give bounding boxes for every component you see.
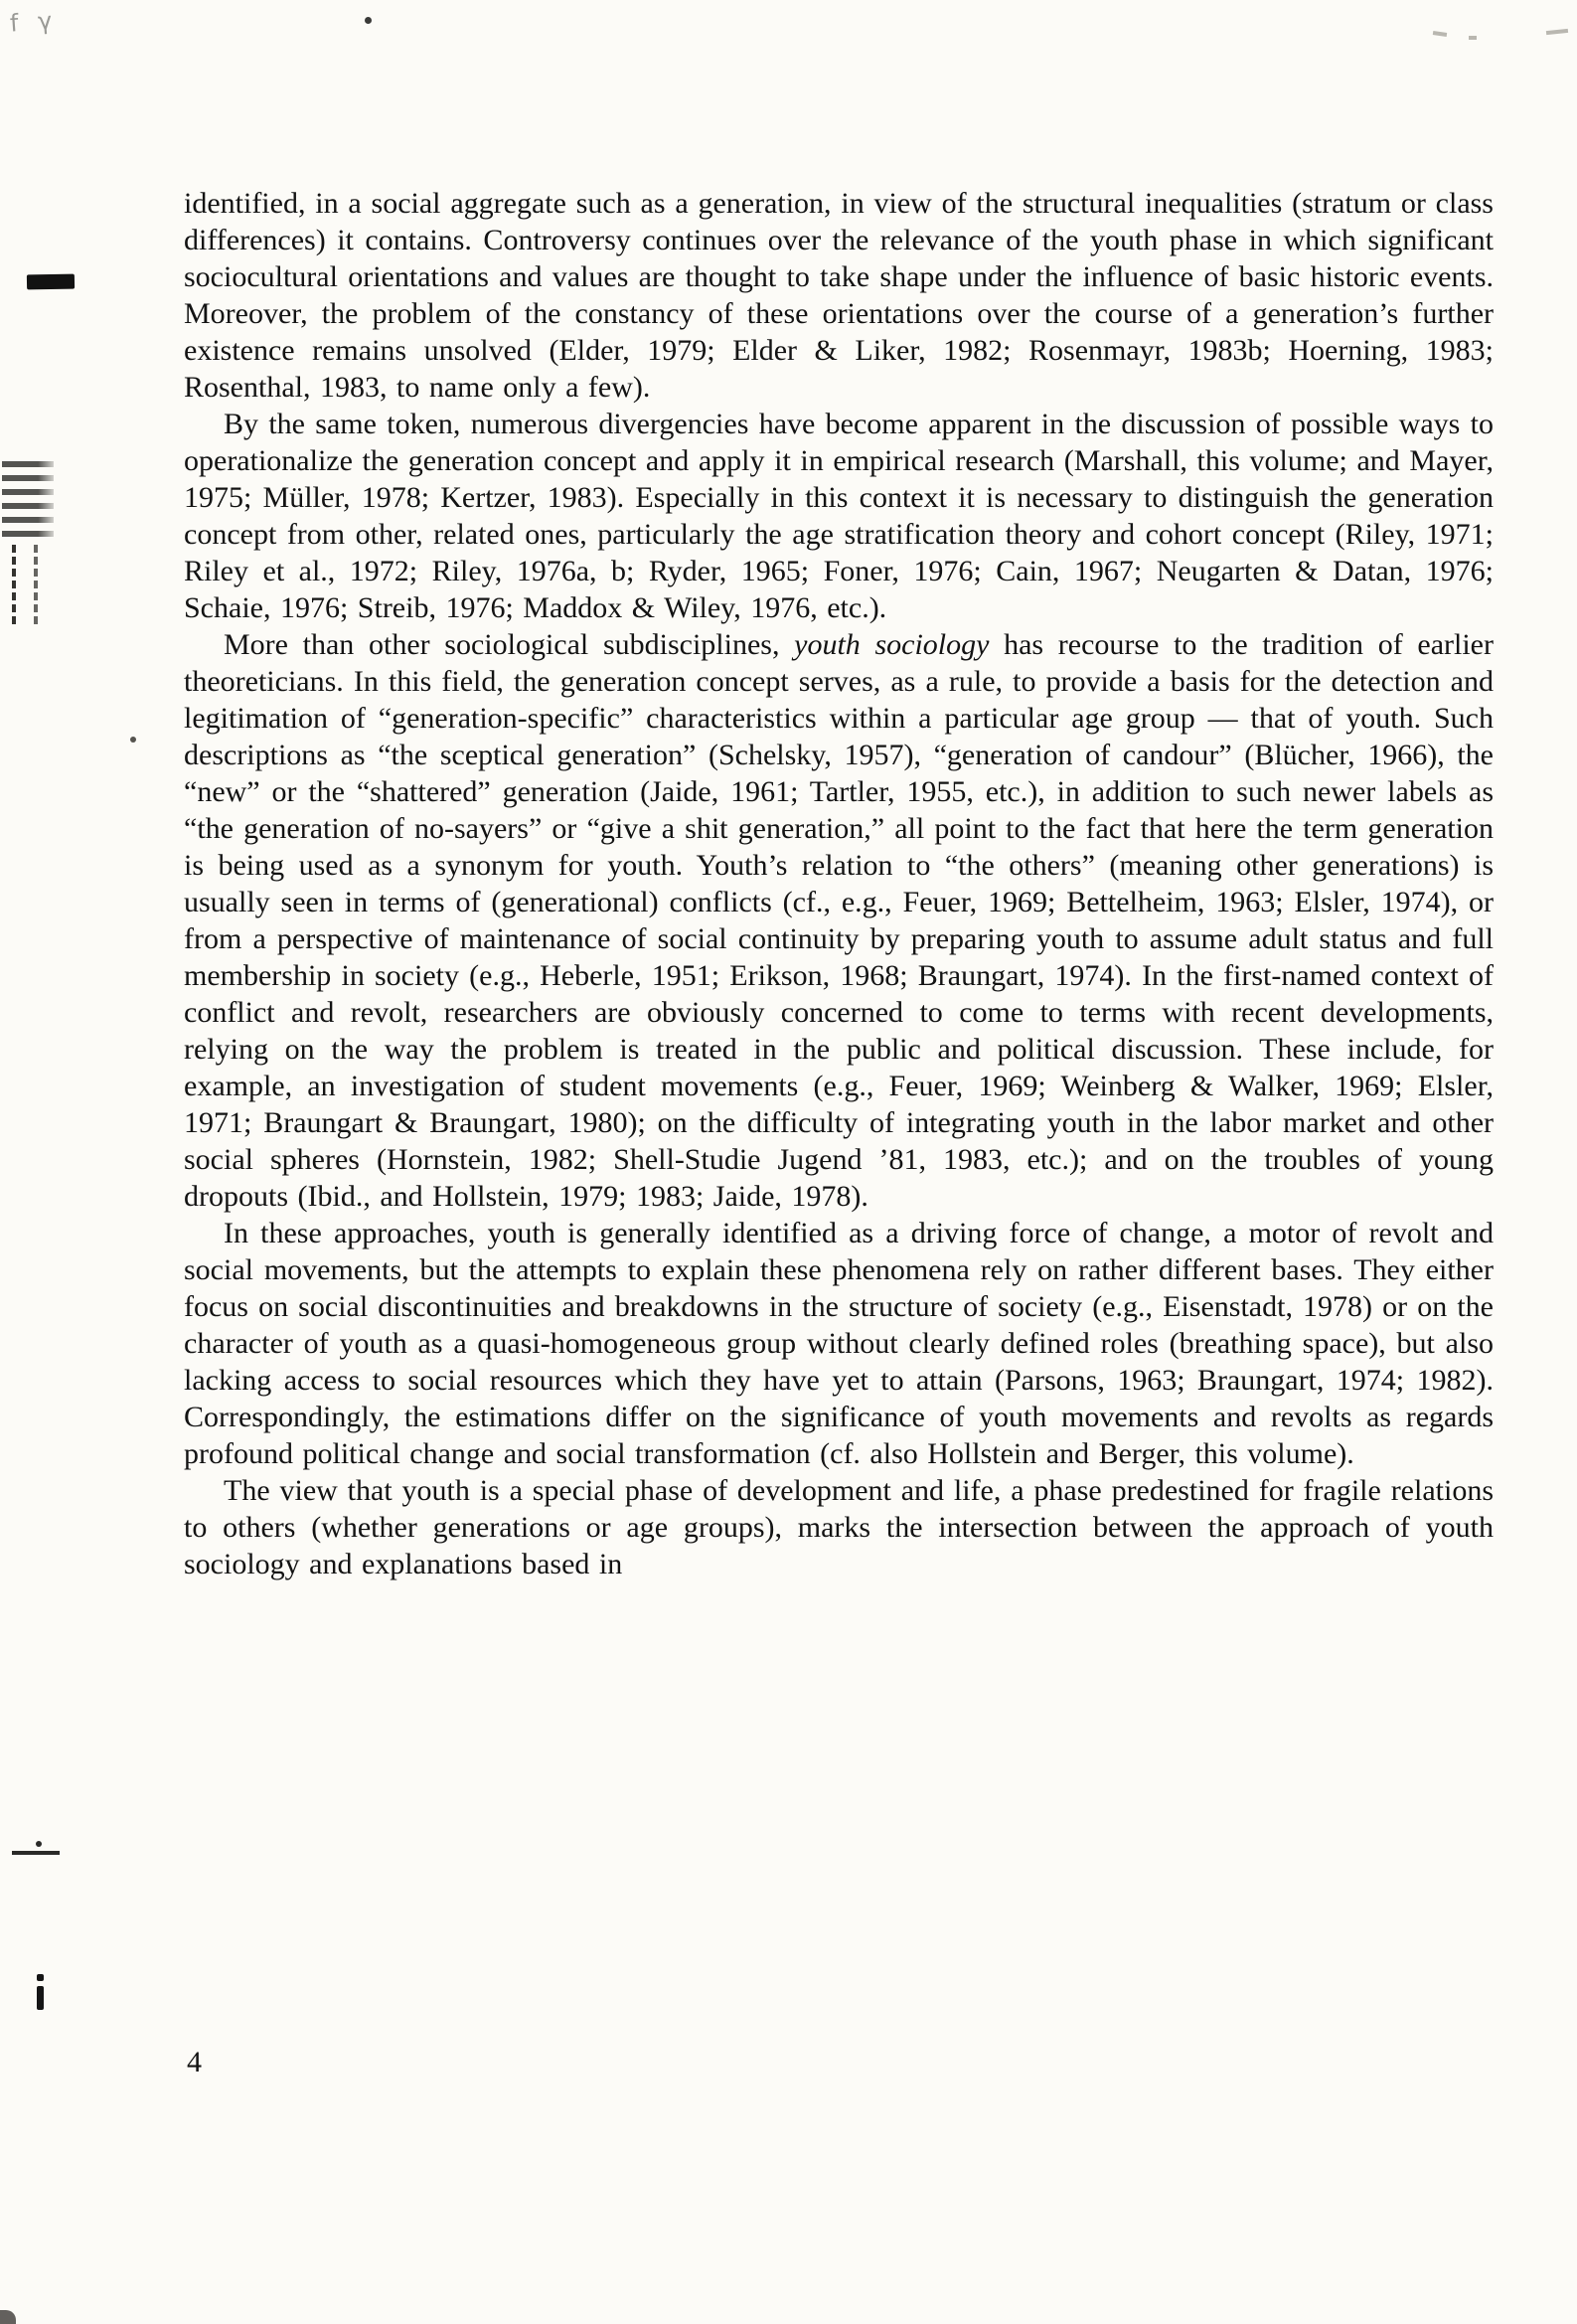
margin-tick-mark <box>36 1974 45 2010</box>
text-segment: has recourse to the tradition of earlier theoreticians. In this field, the generation concept serves, as a rule, to provide a basis for the detection and legitimation of “generation-specific” characteristics within a particular age group — that of youth. Such descriptions as “the sceptical generation” (Schelsky, 1957), “generation of candour” (Blücher, 1966), the “new” or the “shattered” generation (Jaide, 1961; Tartler, 1955, etc.), in addition to such newer labels as “the generation of no-sayers” or “give a shit generation,” all point to the fact that here the term generation is being used as a synonym for youth. Youth’s relation to “the others” (meaning other generations) is usually seen in terms of (generational) conflicts (cf., e.g., Feuer, 1969; Bettelheim, 1963; Elsler, 1974), or from a perspective of maintenance of social continuity by preparing youth to assume adult status and full membership in society (e.g., Heberle, 1951; Erikson, 1968; Braungart, 1974). In the first-named context of conflict and revolt, researchers are obviously concerned to come to terms with recent developments, relying on the way the problem is treated in the public and political discussion. These include, for example, an investigation of student movements (e.g., Feuer, 1969; Weinberg & Walker, 1969; Elsler, 1971; Braungart & Braungart, 1980); on the difficulty of integrating youth in the labor market and other social spheres (Hornstein, 1982; Shell-Studie Jugend ’81, 1983, etc.); and on the troubles of young dropouts (Ibid., and Hollstein, 1979; 1983; Jaide, 1978). <box>184 628 1494 1213</box>
body-paragraph <box>184 185 1494 406</box>
text-segment: identified, in a social aggregate such as a generation, in view of the structural inequalities (stratum or class differences) it contains. Controversy continues over the relevance of the youth phase in which significant sociocultural orientations and values are thought to take shape under the influence of basic historic events. Moreover, the problem of the constancy of these orientations over the course of a generation’s further existence remains unsolved (Elder, 1979; Elder & Liker, 1982; Rosenmayr, 1983b; Hoerning, 1983; Rosenthal, 1983, to name only a few). <box>184 187 1494 404</box>
italic-text: youth sociology <box>794 628 990 661</box>
margin-dash-dot-mark <box>12 1841 62 1857</box>
stamp-stripes <box>2 461 54 545</box>
pencil-note: f γ <box>9 6 60 38</box>
body-paragraph <box>184 626 1494 1215</box>
scan-corner-shadow <box>0 2310 16 2324</box>
scan-smudge <box>1433 31 1447 37</box>
ink-speck <box>130 737 136 743</box>
dash-mark <box>12 1851 60 1855</box>
body-paragraph <box>184 1215 1494 1472</box>
text-segment: More than other sociological subdisciplines, <box>224 628 795 661</box>
body-paragraph <box>184 406 1494 626</box>
page-body <box>184 185 1494 1582</box>
text-segment: By the same token, numerous divergencies have become apparent in the discussion of possible ways to operationalize the generation concept and apply it in empirical research (Marshall, this volume; and Mayer, 1975; Müller, 1978; Kertzer, 1983). Especially in this context it is necessary to distinguish the generation concept from other, related ones, particularly the age stratification theory and cohort concept (Riley, 1971; Riley et al., 1972; Riley, 1976a, b; Ryder, 1965; Foner, 1976; Cain, 1967; Neugarten & Datan, 1976; Schaie, 1976; Streib, 1976; Maddox & Wiley, 1976, etc.). <box>184 408 1494 624</box>
text-segment: In these approaches, youth is generally identified as a driving force of change, a motor of revolt and social movements, but the attempts to explain these phenomena rely on rather different bases. They either focus on social discontinuities and breakdowns in the structure of society (e.g., Eisenstadt, 1978) or on the character of youth as a quasi-homogeneous group without clearly defined roles (breathing space), but also lacking access to social resources which they have yet to attain (Parsons, 1963; Braungart, 1974; 1982). Correspondingly, the estimations differ on the significance of youth movements and revolts as regards profound political change and social transformation (cf. also Hollstein and Berger, this volume). <box>184 1217 1494 1470</box>
dot-mark <box>36 1841 42 1847</box>
tick-stem <box>37 1986 44 2010</box>
margin-ink-bar <box>27 274 75 290</box>
stamp-dashed-line <box>12 545 16 624</box>
page-number: 4 <box>187 2046 202 2078</box>
tick-dot <box>37 1974 44 1981</box>
scan-smudge <box>1546 29 1568 35</box>
ink-speck <box>365 17 372 24</box>
text-segment: The view that youth is a special phase of development and life, a phase predestined for fragile relations to others (whether generations or age groups), marks the intersection between the approach of youth sociology and explanations based in <box>184 1474 1494 1580</box>
body-paragraph <box>184 1472 1494 1582</box>
margin-stamp-fragment <box>0 461 58 624</box>
scan-smudge <box>1469 36 1477 40</box>
stamp-dashed-line <box>34 545 38 624</box>
